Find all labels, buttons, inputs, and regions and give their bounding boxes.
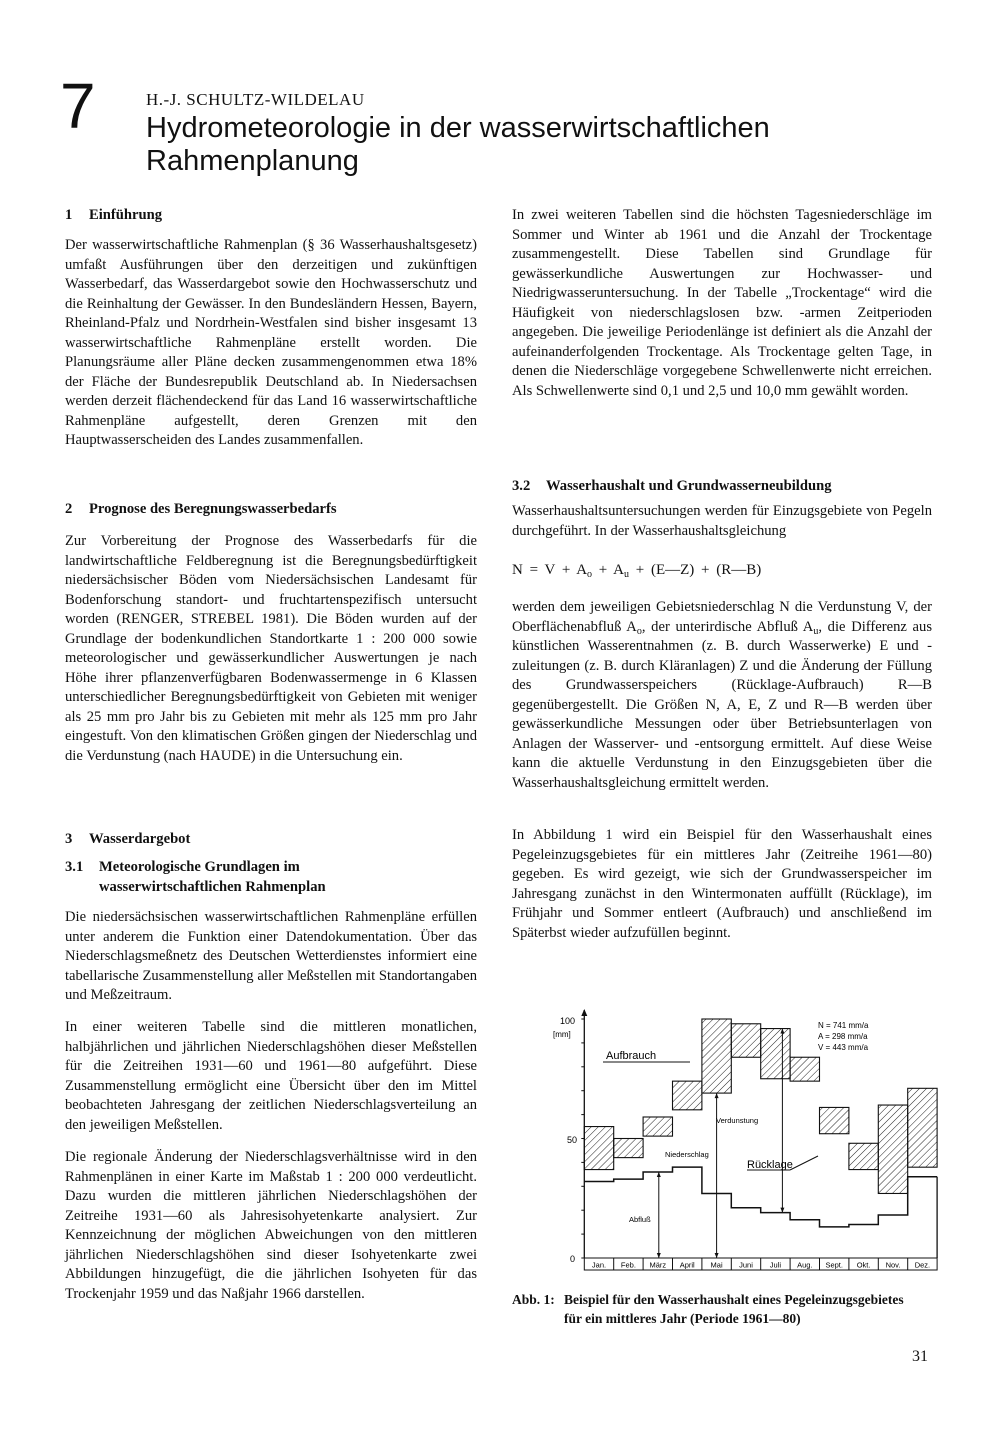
paragraph: Zur Vorbereitung der Prognose des Wasserbedarfs für die landwirtschaftliche Feldberegnung ist die Beregnungsbedürftigkeit niedersächsischer Böden vom Niedersächsischen Landesamt für Bodenforschung standort- und fruchtartenspezifisch untersucht worden (RENGER, STREBEL 1981). Die Böden wurden auf der Grundlage der bodenkundlichen Standortkarte 1 : 200 000 sowie meteorologischer und gewässerkundlicher Auswertungen je nach Höhe ihrer pflanzenverfügbaren Bodenwassermenge in 6 Klassen unterschiedlicher Beregnungsbedürftigkeit von Gebieten mit weniger als 25 mm pro Jahr bis zu Gebieten mit mehr als 125 mm pro Jahr eingestuft. Von den klimatischen Größen gingen der Niederschlag und die Verdunstung (nach HAUDE) in die Untersuchung ein. [65, 533, 477, 764]
label-abfluss: Abfluß [629, 1215, 651, 1224]
x-tick-label: Sept. [825, 1260, 843, 1270]
annotation-v: V = 443 mm/a [818, 1043, 869, 1052]
eq-sub: u [624, 569, 630, 580]
hatched-bar [908, 1088, 937, 1167]
eq-sub: o [587, 569, 593, 580]
hatched-bar [584, 1127, 613, 1170]
hatched-bar [878, 1105, 907, 1193]
sub: o [636, 625, 642, 637]
water-balance-equation [512, 562, 761, 579]
section-title: Wasserdargebot [89, 831, 191, 847]
title-line: Hydrometeorologie in der wasserwirtschaftlichen [146, 112, 770, 144]
sub: u [813, 625, 819, 637]
chapter-number: 7 [60, 70, 96, 142]
author: H.-J. SCHULTZ-WILDELAU [146, 90, 365, 109]
text: werden dem jeweiligen Gebietsniederschlag N die Verdunstung V, der Oberflächenabfluß A [512, 599, 932, 635]
hatched-bar [643, 1117, 672, 1136]
x-tick-label: Juli [769, 1260, 782, 1270]
niederschlag-arrow-head [715, 1093, 719, 1098]
paragraph: In einer weiteren Tabelle sind die mittleren monatlichen, halbjährlichen und jährlichen Niederschlagshöhen dieser Meßstellen für die Zeitreihen 1931—60 und 1961—80 aufgeführt. Diese Zusammenstellung ermöglicht eine Übersicht über den im Mittel beobachteten Jahresgang der zeitlichen Niederschlagsverteilung an den jeweiligen Meßstellen. [65, 1019, 477, 1133]
y-tick-label: 0 [570, 1254, 576, 1264]
x-tick-label: Nov. [885, 1260, 901, 1270]
annotation-a: A = 298 mm/a [818, 1032, 868, 1041]
x-tick-label: April [679, 1260, 695, 1270]
paragraph: In zwei weiteren Tabellen sind die höchsten Tagesniederschläge im Sommer und Winter ab 1961 und die Anzahl der Trockentage zusammengestellt. Diese Tabellen sind Grundlage für gewässerkundliche Auswertungen zur Hochwasser- und Niedrigwasseruntersuchung. In der Tabelle „Trockentage“ wird die Häufigkeit von niederschlagslosen bzw. -armen Zeitperioden angegeben. Die jeweilige Periodenlänge ist definiert als die Anzahl der aufeinanderfolgenden Trockentage. Als Trockentage gelten Tage, in denen die Niederschläge vorgegebene Schwellenwerte nicht erreichen. Als Schwellenwerte sind 0,1 und 2,5 und 10,0 mm gewählt worden. [512, 207, 932, 399]
x-tick-label: Dez. [914, 1260, 931, 1270]
y-tick-label: 100 [560, 1016, 576, 1026]
water-balance-chart [540, 1008, 931, 1280]
hatched-bar [849, 1143, 878, 1169]
section-number: 3 [65, 831, 73, 847]
eq-part: N = V + A [512, 562, 588, 578]
section-title: Wasserhaushalt und Grundwasserneubildung [546, 478, 832, 494]
label-verdunstung: Verdunstung [716, 1116, 759, 1125]
annotation-n: N = 741 mm/a [818, 1021, 869, 1030]
figure-caption [512, 1290, 942, 1328]
x-tick-label: Aug. [797, 1260, 813, 1270]
section-heading-3-2 [512, 477, 932, 497]
ruecklage-leader [790, 1156, 818, 1170]
section-number: 3.1 [65, 859, 84, 875]
y-tick-label: 50 [567, 1135, 578, 1145]
x-tick-label: März [649, 1260, 667, 1270]
section-title: wasserwirtschaftlichen Rahmenplan [99, 878, 326, 895]
text: , die Differenz aus künstlichen Wasserentnahmen (z. B. durch Wasserwerke) E und -zuleitungen (z. B. durch Kläranlagen) Z und die Änderung der Füllung des Grundwasserspeichers (Rücklage-Aufbrauch) R—B gegenübergestellt. Die Größen N, A, E, Z und R—B werden über gewässerkundliche Messungen oder über Betriebsunterlagen von Anlagen der Wasserver- und -entsorgung ermittelt. Auf diese Weise kann die aktuelle Verdunstung in den Einzugsgebieten über die Wasserhaushaltsgleichung ermittelt werden. [512, 618, 932, 791]
hatched-bar [702, 1019, 731, 1093]
paragraph: Wasserhaushaltsuntersuchungen werden für Einzugsgebiete von Pegeln durchgeführt. In der Wasserhaushaltsgleichung [512, 503, 932, 539]
x-tick-label: Okt. [856, 1260, 871, 1270]
section-heading-3 [65, 830, 477, 850]
paragraph [512, 598, 932, 793]
label-niederschlag: Niederschlag [665, 1150, 709, 1159]
label-ruecklage: Rücklage [747, 1159, 793, 1171]
x-tick-label: Juni [739, 1260, 753, 1270]
eq-part: + (E—Z) + (R—B) [629, 562, 762, 578]
abfluss-arrow-head [657, 1253, 661, 1258]
section-title: Prognose des Beregnungswasserbedarfs [89, 501, 337, 517]
caption-label: Abb. 1: [512, 1292, 555, 1307]
section-title: Meteorologische Grundlagen im [99, 859, 300, 875]
page-title [146, 112, 906, 178]
hatched-bar [790, 1057, 819, 1081]
section-heading-1 [65, 206, 477, 226]
text: , der unterirdische Abfluß A [641, 618, 814, 635]
x-tick-label: Mai [710, 1260, 723, 1270]
hatched-bar [761, 1029, 790, 1079]
title-line: Rahmenplanung [146, 145, 359, 177]
page-number: 31 [912, 1348, 928, 1365]
niederschlag-arrow-head [715, 1253, 719, 1258]
hatched-bar [614, 1139, 643, 1158]
caption-text: für ein mittleres Jahr (Periode 1961—80) [564, 1311, 801, 1326]
section-number: 1 [65, 207, 73, 223]
paragraph: Die niedersächsischen wasserwirtschaftlichen Rahmenpläne erfüllen unter anderem die Funktion einer Datendokumentation. Über das Niederschlagsmeßnetz des Deutschen Wetterdienstes informiert eine tabellarische Zusammenstellung aller Meßstellen mit Standortangaben und Meßzeitraum. [65, 909, 477, 1003]
paragraph: In Abbildung 1 wird ein Beispiel für den Wasserhaushalt eines Pegeleinzugsgebietes für ein mittleres Jahr (Zeitreihe 1961—80) gegeben. Es wird gezeigt, wie sich der Grundwasserspeicher im Jahresgang zunächst in den Wintermonaten auffüllt (Rücklage), im Frühjahr und Sommer entleert (Aufbrauch) und anschließend im Späterbst wieder aufzufüllen beginnt. [512, 827, 932, 941]
eq-part: + A [592, 562, 625, 578]
section-number: 3.2 [512, 478, 531, 494]
x-tick-label: Feb. [620, 1260, 636, 1270]
caption-text: Beispiel für den Wasserhaushalt eines Pegeleinzugsgebietes [564, 1292, 904, 1307]
hatched-bar [673, 1081, 702, 1110]
y-axis-label: [mm] [553, 1030, 571, 1039]
section-heading-3-1 [65, 858, 477, 897]
paragraph: Der wasserwirtschaftliche Rahmenplan (§ 36 Wasserhaushaltsgesetz) umfaßt Ausführungen über den derzeitigen und zukünftigen Wasserbedarf, das Wasserdargebot sowie den Hochwasserschutz und die Reinhaltung der Gewässer. In den Bundesländern Hessen, Bayern, Rheinland-Pfalz und Nordrhein-Westfalen sind bisher insgesamt 13 wasserwirtschaftliche Rahmenpläne erstellt worden. Die Planungsräume aller Pläne decken zusammengenommen etwa 18% der Fläche der Bundesrepublik Deutschland ab. In Niedersachsen werden derzeit flächendeckend für das Land 16 wasserwirtschaftliche Rahmenpläne aufgestellt, deren Grenzen mit den Hauptwasserscheiden des Landes zusammenfallen. [65, 237, 477, 448]
hatched-bar [731, 1024, 760, 1057]
section-number: 2 [65, 501, 73, 517]
hatched-bar [820, 1107, 849, 1133]
section-heading-2 [65, 500, 477, 520]
paragraph: Die regionale Änderung der Niederschlagsverhältnisse wird in den Rahmenplänen in einer Karte im Maßstab 1 : 200 000 verdeutlicht. Dazu wurden die mittleren jährlichen Niederschlagshöhen der Zeitreihe 1931—60 als Jahresisohyetenkarte analysiert. Zur Kennzeichnung der möglichen Abweichungen von den mittleren jährlichen Niederschlagshöhen sind dieser Isohyetenkarte zwei Abbildungen hinzugefügt, die die jährlichen Isohyeten für das Trockenjahr 1959 und das Naßjahr 1966 darstellen. [65, 1149, 477, 1302]
section-title: Einführung [89, 207, 163, 223]
verdunstung-arrow-head [780, 1208, 784, 1213]
label-aufbrauch: Aufbrauch [606, 1050, 657, 1062]
y-axis-arrow [581, 1009, 587, 1016]
x-tick-label: Jan. [591, 1260, 607, 1270]
